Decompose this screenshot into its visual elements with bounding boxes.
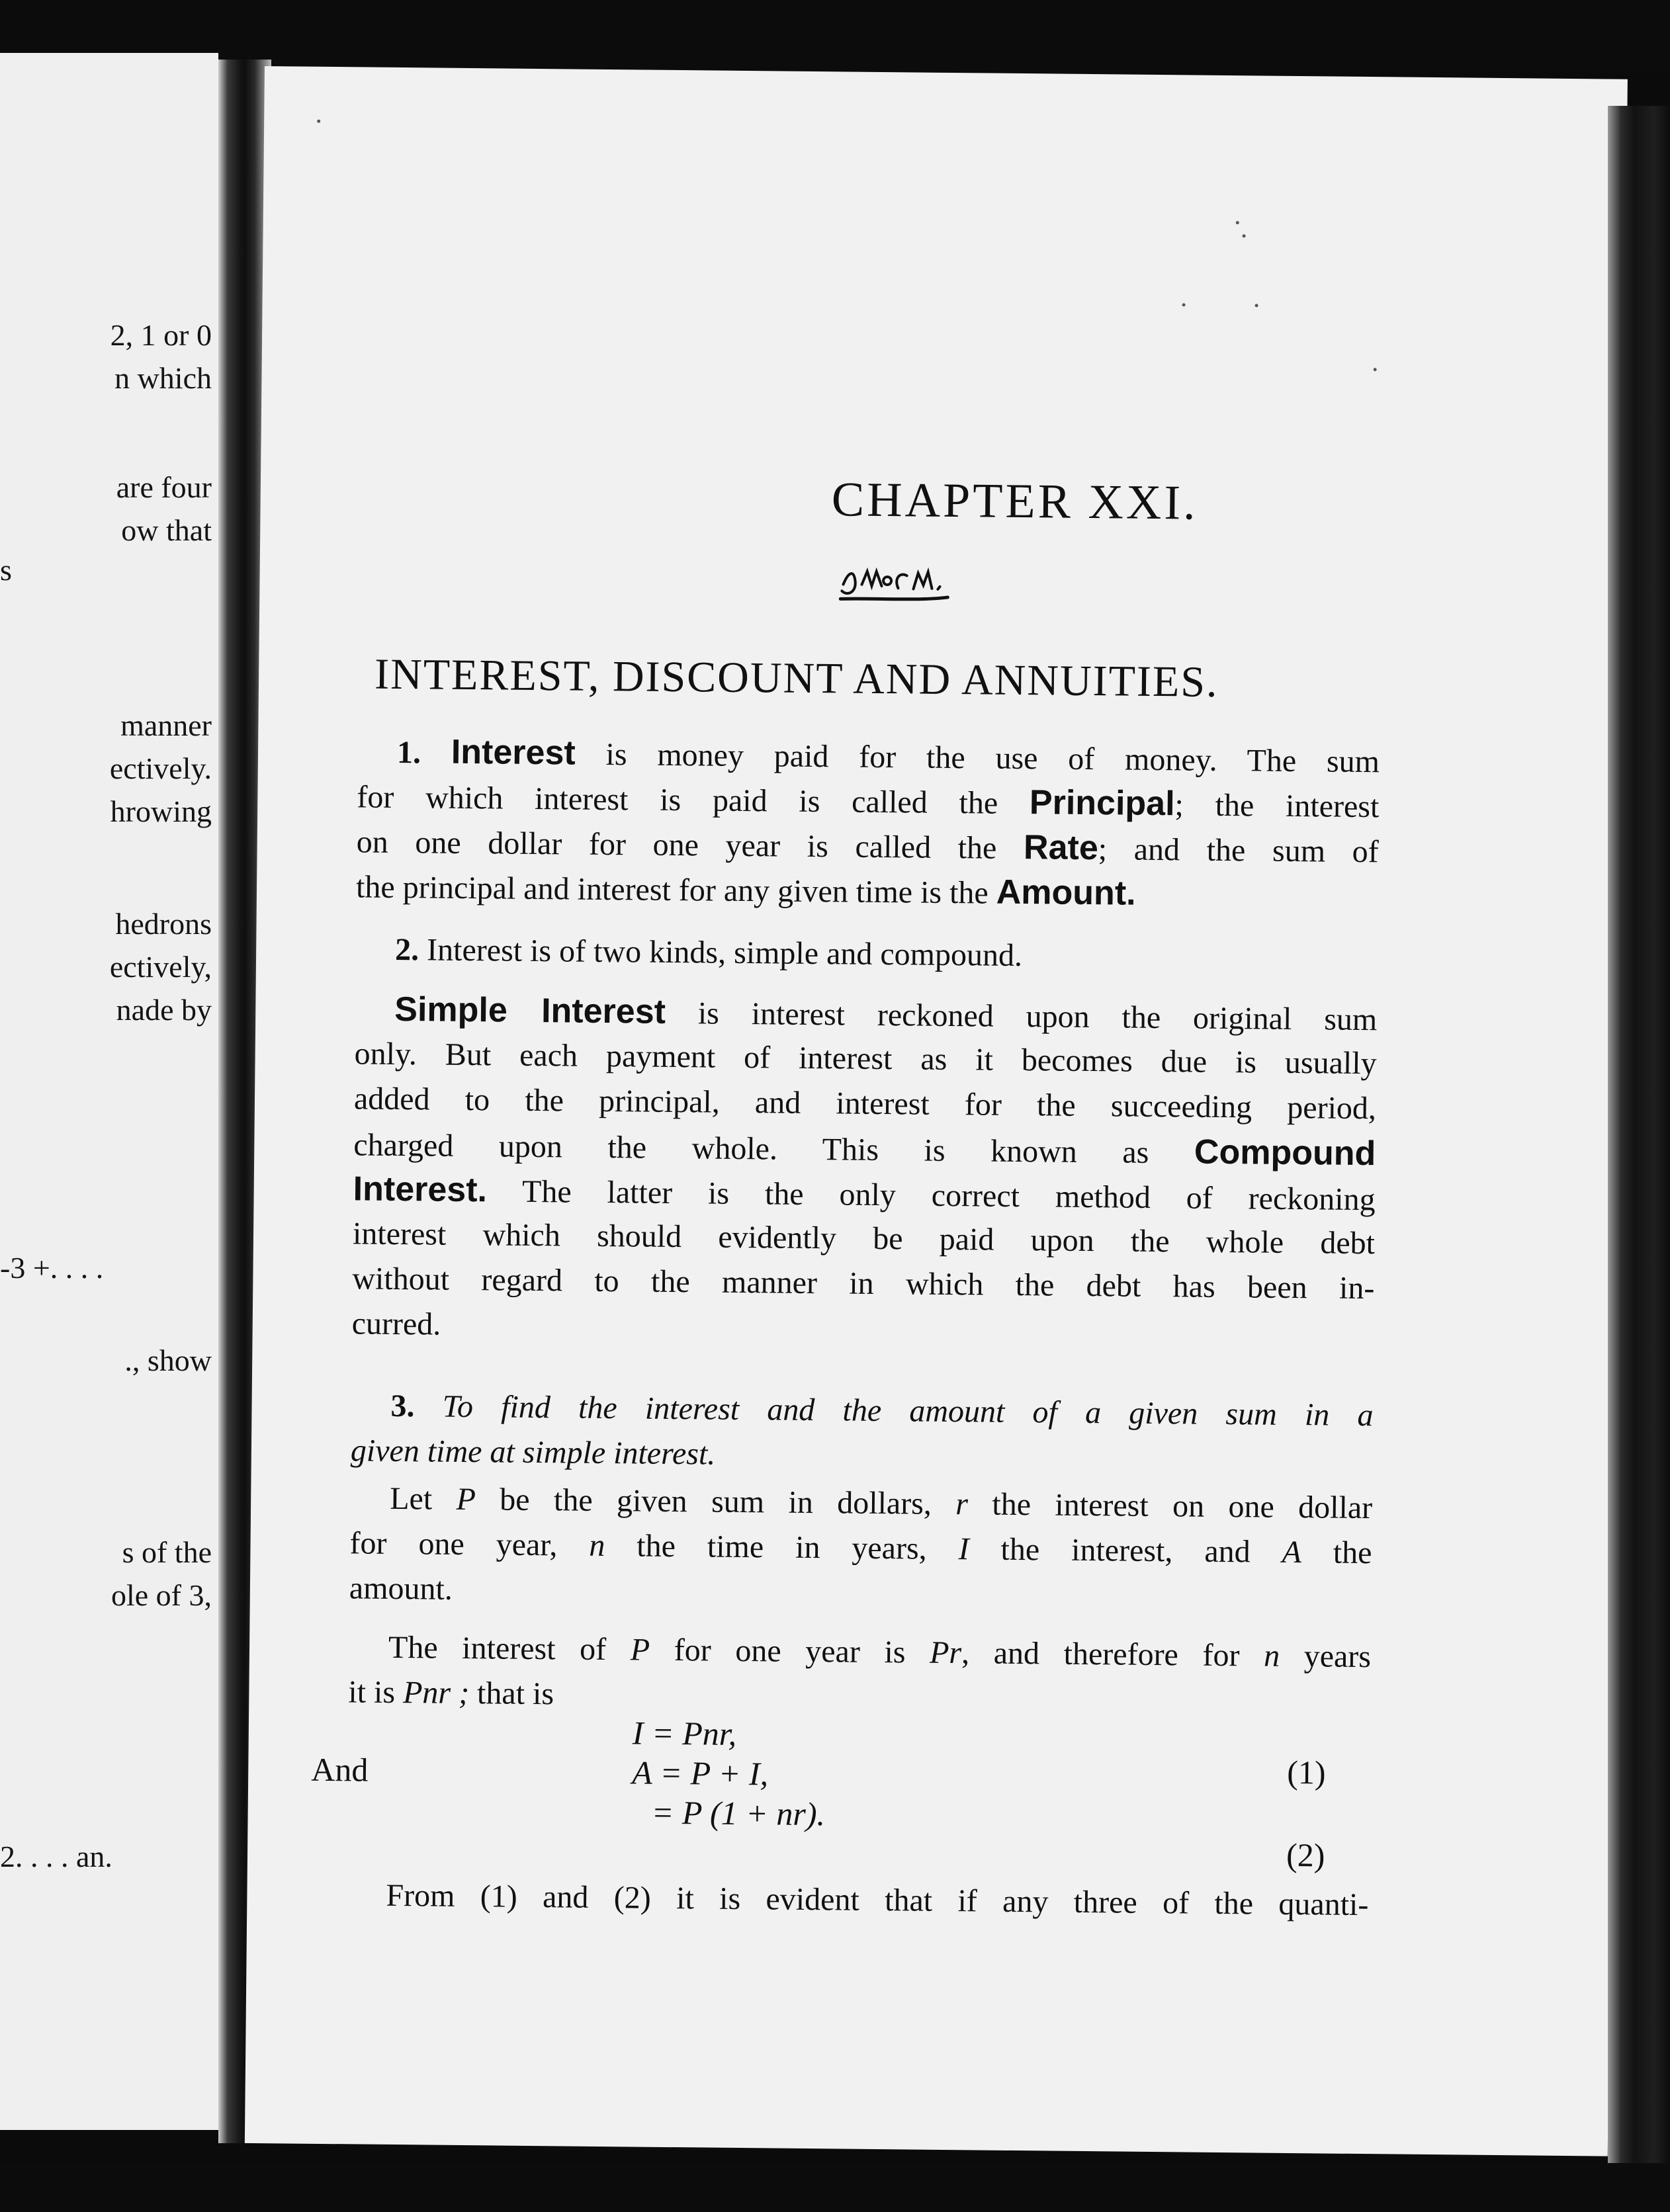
- math-var: n: [1263, 1638, 1280, 1674]
- scan-speck: [1182, 303, 1186, 306]
- math-var: Pnr ;: [402, 1675, 470, 1711]
- text-run: years: [1279, 1638, 1372, 1675]
- text-run: The latter is the only correct method of reckoning: [486, 1173, 1376, 1218]
- text-run: the time in years,: [605, 1528, 959, 1567]
- left-text-line: ectively.: [109, 751, 212, 785]
- text-run: Let: [389, 1480, 457, 1517]
- left-text-line: nade by: [116, 993, 212, 1027]
- left-text-line: 2. . . . an.: [0, 1840, 112, 1873]
- paragraph-line: without regard to the manner in which the debt has been in-: [352, 1261, 1375, 1306]
- paragraph-interest-of-p: [348, 1625, 1371, 1724]
- text-run: ; and the sum of: [1098, 831, 1379, 870]
- text-run: the interest on one dollar: [967, 1486, 1373, 1526]
- scan-speck: [1255, 304, 1258, 307]
- text-run: the principal and interest for any given time is the: [355, 869, 997, 911]
- text-run: charged upon the whole. This is known as: [353, 1127, 1195, 1171]
- math-var: n: [589, 1527, 605, 1564]
- term-interest: Interest: [451, 732, 576, 773]
- left-text-line: -3 +. . . .: [0, 1251, 104, 1285]
- paragraph-let: [349, 1476, 1373, 1621]
- scan-speck: [1236, 221, 1239, 224]
- paragraph-number: 3.: [390, 1388, 415, 1424]
- text-run: for one year,: [349, 1525, 590, 1563]
- term-simple-interest: Simple Interest: [394, 990, 666, 1031]
- text-run: is money paid for the use of money. The sum: [575, 736, 1380, 780]
- text-run: the: [1301, 1535, 1372, 1571]
- scan-speck: [1374, 368, 1377, 371]
- paragraph-line: interest which should evidently be paid upon the whole debt: [352, 1216, 1376, 1261]
- left-text-line: ectively,: [109, 950, 212, 984]
- formula-text: I = Pnr,: [632, 1714, 737, 1752]
- left-text-line: ., show: [124, 1343, 212, 1377]
- text-run: Interest is of two kinds, simple and compound.: [426, 932, 1023, 974]
- left-text-line: are four: [116, 470, 212, 504]
- paragraph-final: [346, 1873, 1369, 1928]
- italic-heading: To find the interest and the amount of a given sum in a: [442, 1388, 1374, 1433]
- text-run: ; the interest: [1174, 787, 1380, 825]
- formula-text: = P (1 + nr).: [651, 1793, 826, 1833]
- paragraph-line: [355, 927, 1378, 982]
- math-var: P: [456, 1481, 476, 1517]
- left-text-line: ow that: [121, 513, 212, 547]
- text-run: on one dollar for one year is called the: [356, 824, 1024, 867]
- paragraph-number: 1.: [396, 734, 421, 771]
- math-var: P: [630, 1632, 650, 1668]
- equation-number-2: (2): [1286, 1836, 1325, 1874]
- scan-speck: [317, 120, 320, 123]
- left-text-line: ole of 3,: [110, 1578, 212, 1612]
- page-edge-shadow: [1608, 106, 1670, 2163]
- text-run: The interest of: [388, 1629, 631, 1668]
- math-var: r: [955, 1486, 969, 1522]
- text-run: be the given sum in dollars,: [475, 1482, 956, 1522]
- left-text-line: s: [0, 553, 12, 587]
- paragraph-line: only. But each payment of interest as it becomes due is usually: [354, 1036, 1377, 1082]
- paragraph-line: amount.: [349, 1570, 453, 1607]
- left-text-line: s of the: [122, 1535, 212, 1569]
- paragraph-simple-interest: [351, 986, 1377, 1356]
- paragraph-number: 2.: [394, 931, 419, 968]
- text-run: is interest reckoned upon the original sum: [665, 995, 1378, 1038]
- left-text-line: hrowing: [110, 794, 212, 828]
- left-text-line: 2, 1 or 0: [110, 318, 212, 352]
- formula-and-label: And: [311, 1750, 369, 1789]
- chapter-title: CHAPTER XXI.: [831, 472, 1198, 531]
- paragraph-3: [351, 1383, 1374, 1483]
- right-page: [245, 66, 1628, 2156]
- left-text-line: hedrons: [115, 907, 212, 941]
- formula-a: [632, 1753, 768, 1793]
- text-run: that is: [468, 1676, 554, 1712]
- left-text-line: n which: [114, 361, 212, 395]
- math-var: I: [958, 1531, 969, 1567]
- paragraph-line: added to the principal, and interest for the succeeding period,: [353, 1081, 1377, 1127]
- formula-i: [633, 1713, 737, 1753]
- paragraph-line: curred.: [351, 1306, 441, 1342]
- math-var: Pr: [929, 1635, 962, 1671]
- left-page: [0, 53, 218, 2130]
- math-var: A: [1282, 1534, 1302, 1570]
- equation-number-1: (1): [1287, 1753, 1326, 1791]
- text-run: , and therefore for: [961, 1635, 1264, 1674]
- paragraph-line: From (1) and (2) it is evident that if any three of the quanti-: [386, 1877, 1369, 1923]
- text-run: for one year is: [649, 1632, 930, 1670]
- scan-bottom-border: [0, 2163, 1670, 2212]
- handwritten-signature: [835, 551, 1001, 612]
- term-interest-compound: Interest.: [353, 1170, 488, 1210]
- term-rate: Rate: [1023, 828, 1099, 868]
- term-amount: Amount.: [996, 872, 1136, 913]
- paragraph-2: [355, 927, 1378, 982]
- formula-text: A = P + I,: [631, 1754, 769, 1793]
- term-compound: Compound: [1194, 1132, 1376, 1173]
- paragraph-1: [356, 728, 1380, 918]
- left-text-line: manner: [120, 708, 212, 742]
- italic-heading: given time at simple interest.: [350, 1433, 716, 1472]
- term-principal: Principal: [1029, 783, 1175, 824]
- scan-speck: [1243, 234, 1246, 237]
- text-run: for which interest is paid is called the: [357, 779, 1030, 822]
- text-run: it is: [348, 1674, 404, 1711]
- section-title: INTEREST, DISCOUNT AND ANNUITIES.: [374, 650, 1219, 706]
- text-run: the interest, and: [969, 1531, 1282, 1570]
- formula-a-expanded: [651, 1793, 825, 1834]
